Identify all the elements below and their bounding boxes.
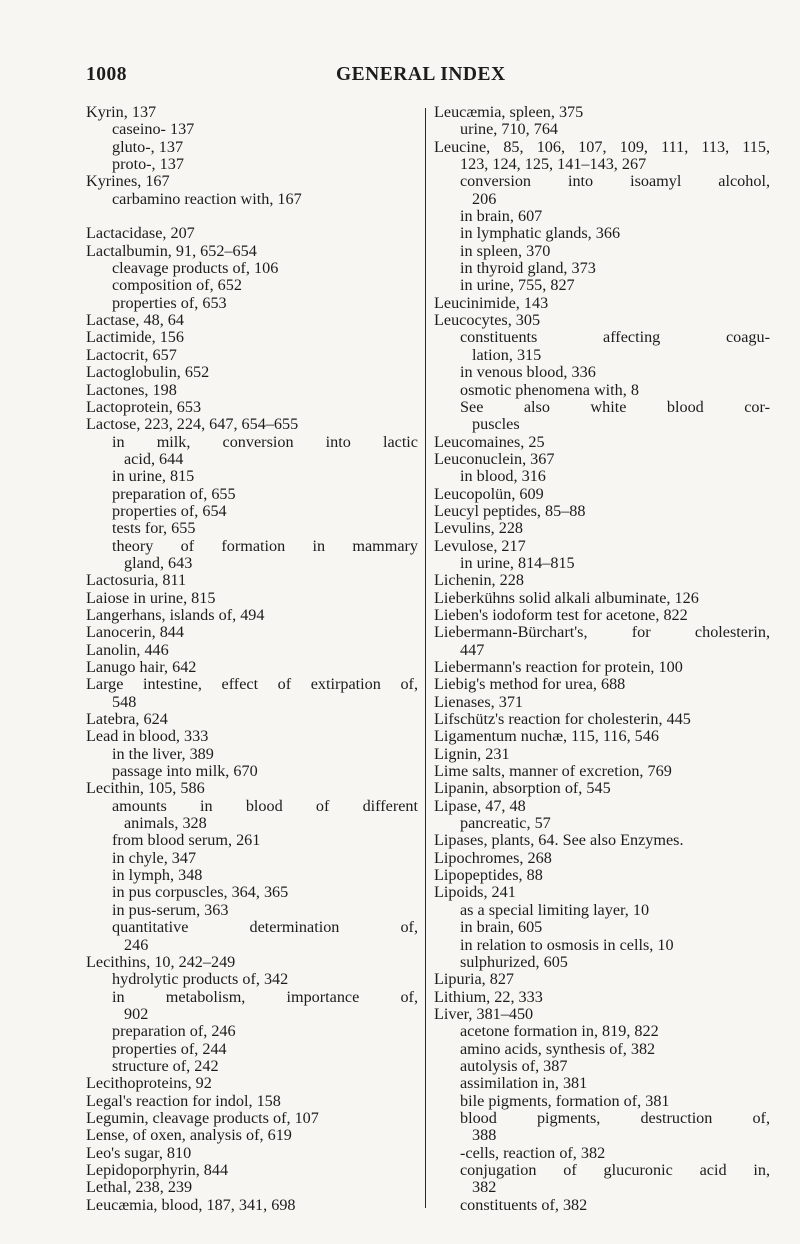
- index-subentry: in brain, 607: [460, 207, 543, 226]
- index-subentry: constituents affecting coagu-: [460, 328, 770, 347]
- index-subentry: acid, 644: [124, 449, 184, 468]
- index-entry: Lead in blood, 333: [86, 727, 209, 746]
- index-column-left: [86, 104, 418, 1214]
- index-entry: Liebermann-Bürchart's, for cholesterin,: [434, 623, 770, 642]
- index-entry: Lienases, 371: [434, 692, 524, 711]
- index-subentry: 123, 124, 125, 141–143, 267: [460, 155, 647, 174]
- index-subentry: osmotic phenomena with, 8: [460, 380, 639, 399]
- index-subentry: acetone formation in, 819, 822: [460, 1022, 659, 1041]
- index-subentry: in pus corpuscles, 364, 365: [112, 883, 289, 902]
- index-entry: Lactose, 223, 224, 647, 654–655: [86, 415, 299, 434]
- index-subentry: conversion into isoamyl alcohol,: [460, 172, 770, 191]
- index-subentry: caseino- 137: [112, 120, 195, 139]
- index-subentry: -cells, reaction of, 382: [460, 1143, 606, 1162]
- index-entry: Lactase, 48, 64: [86, 311, 184, 330]
- index-entry: Liebig's method for urea, 688: [434, 675, 626, 694]
- index-entry: Lactoprotein, 653: [86, 397, 202, 416]
- index-subentry: urine, 710, 764: [460, 120, 559, 139]
- index-subentry: cleavage products of, 106: [112, 259, 279, 278]
- index-subentry: in urine, 755, 827: [460, 276, 575, 295]
- index-subentry: carbamino reaction with, 167: [112, 189, 302, 208]
- index-subentry: bile pigments, formation of, 381: [460, 1091, 670, 1110]
- index-column-right: [434, 104, 770, 1214]
- index-entry: Lactoglobulin, 652: [86, 363, 210, 382]
- index-entry: Kyrines, 167: [86, 172, 170, 191]
- index-entry: Lecithin, 105, 586: [86, 779, 205, 798]
- index-entry: Lichenin, 228: [434, 571, 524, 590]
- index-entry: Legal's reaction for indol, 158: [86, 1091, 281, 1110]
- index-entry: Lecithoproteins, 92: [86, 1074, 212, 1093]
- index-subentry: puscles: [472, 415, 520, 434]
- column-divider: [425, 108, 426, 1208]
- index-subentry: 382: [472, 1178, 497, 1197]
- index-entry: Lipases, plants, 64. See also Enzymes.: [434, 831, 684, 850]
- index-entry: Lieberkühns solid alkali albuminate, 126: [434, 588, 699, 607]
- index-subentry: in lymph, 348: [112, 866, 203, 885]
- index-subentry: sulphurized, 605: [460, 952, 568, 971]
- index-entry: Large intestine, effect of extirpation of,: [86, 675, 418, 694]
- index-subentry: proto-, 137: [112, 155, 184, 174]
- index-subentry: properties of, 654: [112, 501, 227, 520]
- index-entry: Lipopeptides, 88: [434, 866, 543, 885]
- index-entry: Lactalbumin, 91, 652–654: [86, 241, 257, 260]
- index-subentry: constituents of, 382: [460, 1195, 588, 1214]
- index-subentry: composition of, 652: [112, 276, 242, 295]
- index-subentry: preparation of, 246: [112, 1022, 236, 1041]
- index-entry: Legumin, cleavage products of, 107: [86, 1108, 319, 1127]
- index-subentry: 388: [472, 1126, 497, 1145]
- index-entry: Leucyl peptides, 85–88: [434, 501, 586, 520]
- index-subentry: quantitative determination of,: [112, 918, 418, 937]
- index-subentry: theory of formation in mammary: [112, 536, 418, 555]
- index-entry: Liebermann's reaction for protein, 100: [434, 658, 683, 676]
- index-subentry: conjugation of glucuronic acid in,: [460, 1160, 770, 1179]
- index-entry: Liver, 381–450: [434, 1004, 534, 1023]
- index-subentry: gluto-, 137: [112, 137, 184, 156]
- index-subentry: in blood, 316: [460, 467, 546, 486]
- index-subentry: in pus-serum, 363: [112, 900, 229, 919]
- index-entry: Laiose in urine, 815: [86, 588, 216, 607]
- index-entry: Lipoids, 241: [434, 883, 516, 902]
- index-entry: Leucæmia, spleen, 375: [434, 103, 584, 121]
- index-entry: Lanugo hair, 642: [86, 658, 197, 676]
- index-entry: Lethal, 238, 239: [86, 1178, 193, 1197]
- index-subentry: as a special limiting layer, 10: [460, 900, 650, 919]
- index-entry: Leucocytes, 305: [434, 311, 541, 330]
- index-entry: Lithium, 22, 333: [434, 987, 543, 1006]
- index-entry: Lecithins, 10, 242–249: [86, 952, 236, 971]
- index-subentry: assimilation in, 381: [460, 1074, 588, 1093]
- index-subentry: in the liver, 389: [112, 744, 214, 763]
- index-entry: Kyrin, 137: [86, 103, 157, 121]
- index-subentry: in brain, 605: [460, 918, 543, 937]
- index-entry: Lense, of oxen, analysis of, 619: [86, 1126, 292, 1145]
- index-subentry: in thyroid gland, 373: [460, 259, 596, 278]
- index-entry: Leucinimide, 143: [434, 293, 549, 312]
- index-subentry: 206: [472, 189, 497, 208]
- index-subentry: in relation to osmosis in cells, 10: [460, 935, 674, 954]
- index-subentry: in urine, 814–815: [460, 553, 575, 572]
- index-entry: Langerhans, islands of, 494: [86, 605, 265, 624]
- index-subentry: hydrolytic products of, 342: [112, 970, 289, 989]
- index-subentry: in spleen, 370: [460, 241, 551, 260]
- index-entry: Lipase, 47, 48: [434, 796, 526, 815]
- index-subentry: in lymphatic glands, 366: [460, 224, 621, 243]
- index-entry: Lipochromes, 268: [434, 848, 552, 867]
- index-subentry: in milk, conversion into lactic: [112, 432, 418, 451]
- index-entry: Leo's sugar, 810: [86, 1143, 192, 1162]
- index-entry: Lactones, 198: [86, 380, 177, 399]
- index-entry: Leuconuclein, 367: [434, 449, 555, 468]
- index-subentry: blood pigments, destruction of,: [460, 1108, 770, 1127]
- index-entry: Lipuria, 827: [434, 970, 515, 989]
- index-entry: Lime salts, manner of excretion, 769: [434, 762, 672, 781]
- index-entry: Leucopolün, 609: [434, 484, 544, 503]
- index-subentry: animals, 328: [124, 814, 207, 833]
- index-subentry: structure of, 242: [112, 1056, 219, 1075]
- index-subentry: in chyle, 347: [112, 848, 197, 867]
- index-subentry: passage into milk, 670: [112, 762, 258, 781]
- index-entry: Lieben's iodoform test for acetone, 822: [434, 605, 688, 624]
- index-entry: Lanocerin, 844: [86, 623, 184, 642]
- index-entry: Lignin, 231: [434, 744, 510, 763]
- index-subentry: properties of, 244: [112, 1039, 227, 1058]
- page-number: 1008: [86, 64, 127, 85]
- index-subentry: pancreatic, 57: [460, 814, 551, 833]
- index-entry: Leucine, 85, 106, 107, 109, 111, 113, 115,: [434, 137, 770, 156]
- index-entry: Lipanin, absorption of, 545: [434, 779, 611, 798]
- index-entry: Levulins, 228: [434, 519, 524, 538]
- index-subentry: 902: [124, 1004, 149, 1023]
- index-subentry: autolysis of, 387: [460, 1056, 568, 1075]
- index-entry: Latebra, 624: [86, 710, 168, 729]
- index-entry: Lanolin, 446: [86, 640, 169, 659]
- index-subentry: tests for, 655: [112, 519, 196, 538]
- index-subentry: See also white blood cor-: [460, 397, 770, 416]
- index-entry: Levulose, 217: [434, 536, 526, 555]
- index-subentry: lation, 315: [472, 345, 542, 364]
- index-subentry: 548: [112, 692, 137, 711]
- index-subentry: in venous blood, 336: [460, 363, 596, 382]
- index-subentry: 447: [460, 640, 485, 659]
- index-entry: Lifschütz's reaction for cholesterin, 445: [434, 710, 691, 729]
- index-subentry: amino acids, synthesis of, 382: [460, 1039, 656, 1058]
- index-subentry: preparation of, 655: [112, 484, 236, 503]
- entry-gap: [86, 208, 418, 225]
- index-subentry: properties of, 653: [112, 293, 227, 312]
- index-subentry: gland, 643: [124, 553, 193, 572]
- index-subentry: in urine, 815: [112, 467, 195, 486]
- index-entry: Lepidoporphyrin, 844: [86, 1160, 229, 1179]
- index-entry: Lactosuria, 811: [86, 571, 187, 590]
- index-entry: Ligamentum nuchæ, 115, 116, 546: [434, 727, 659, 746]
- index-entry: Lactocrit, 657: [86, 345, 177, 364]
- index-entry: Lactimide, 156: [86, 328, 184, 347]
- index-entry: Leucæmia, blood, 187, 341, 698: [86, 1195, 296, 1214]
- index-subentry: amounts in blood of different: [112, 796, 418, 815]
- index-entry: Lactacidase, 207: [86, 224, 195, 243]
- index-subentry: in metabolism, importance of,: [112, 987, 418, 1006]
- index-subentry: 246: [124, 935, 149, 954]
- index-entry: Leucomaines, 25: [434, 432, 545, 451]
- index-subentry: from blood serum, 261: [112, 831, 261, 850]
- page-title: GENERAL INDEX: [336, 64, 506, 85]
